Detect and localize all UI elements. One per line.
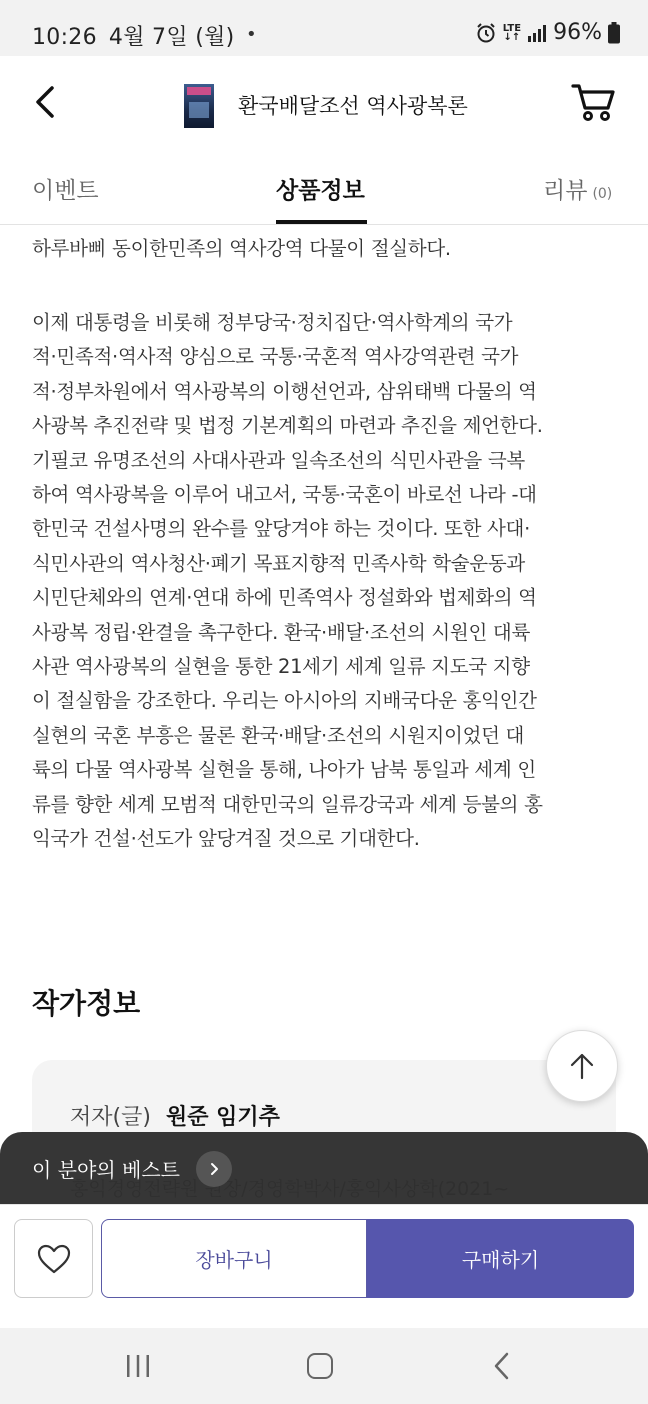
author-section-title: 작가정보 <box>32 987 141 1020</box>
tab-review-label: 리뷰 <box>543 178 588 204</box>
back-button[interactable] <box>24 80 68 124</box>
active-tab-indicator <box>276 220 367 224</box>
tab-review[interactable] <box>543 172 612 205</box>
cart-button[interactable] <box>570 80 618 124</box>
tab-product-info[interactable]: 상품정보 <box>276 178 365 204</box>
tab-event[interactable]: 이벤트 <box>32 178 99 204</box>
chevron-right-icon <box>196 1151 232 1187</box>
status-time-date <box>32 20 235 51</box>
system-nav-bar <box>0 1328 648 1404</box>
header-title: 환국배달조선 역사광복론 <box>238 94 468 118</box>
author-role-label: 저자(글) <box>70 1105 151 1130</box>
description-paragraph: 이제 대통령을 비롯해 정부당국·정치집단·역사학계의 국가 적·민족적·역사적 양심으로 국통·국혼적 역사강역관련 국가 적·정부차원에서 역사광복의 이행선언과, 삼위태백 다물의 역 사광복 추진전략 및 법정 기본계획의 마련과 추진을 제언한다. 기필코 유명조선의 사대사관과 일속조선의 식민사관을 극복 하여 역사광복을 이루어 내고서, 국통·국혼이 바로선 나라 -대 한민국 건설사명의 완수를 앞당겨야 하는 것이다. 또한 사대· 식민사관의 역사청산·폐기 목표지향적 민족사학 학술운동과 시민단체와의 연계·연대 하에 민족역사 정설화와 법제화의 역 사광복 정립·완결을 촉구한다. 환국·배달·조선의 시원인 대륙 사관 역사광복의 실현을 통한 21세기 세계 일류 지도국 지향 이 절실함을 강조한다. 우리는 아시아의 지배국다운 홍익인간 실현의 국혼 부흥은 물론 환국·배달·조선의 시원지이었던 대 륙의 다물 역사광복 실현을 통해, 나아가 남북 통일과 세계 인 류를 향한 세계 모범적 대한민국의 일류강국과 세계 등불의 홍 익국가 건설·선도가 앞당겨질 것으로 기대한다. <box>32 311 543 851</box>
status-icons <box>475 20 620 45</box>
product-tabs <box>0 156 648 225</box>
battery-percent: 96% <box>553 20 602 45</box>
lte-icon: LTE ↓↑ <box>502 22 522 43</box>
buy-now-button[interactable]: 구매하기 <box>367 1219 634 1298</box>
status-date: 4월 7일 (월) <box>108 25 235 50</box>
recent-apps-icon[interactable] <box>124 1354 152 1378</box>
signal-icon <box>527 23 547 43</box>
book-cover-thumbnail <box>184 84 214 128</box>
wishlist-button[interactable] <box>14 1219 93 1298</box>
scroll-to-top-button[interactable] <box>546 1030 618 1102</box>
category-best-label: 이 분야의 베스트 <box>32 1158 180 1182</box>
bottom-action-bar <box>0 1204 648 1328</box>
chevron-left-icon <box>24 80 68 124</box>
heart-icon <box>37 1244 71 1274</box>
status-time: 10:26 <box>32 25 97 50</box>
add-to-cart-button[interactable]: 장바구니 <box>101 1219 367 1298</box>
status-notification-dot: • <box>246 24 257 45</box>
alarm-icon <box>475 22 497 44</box>
arrow-up-icon <box>566 1050 598 1082</box>
app-header <box>0 56 648 156</box>
nav-back-icon[interactable] <box>490 1352 514 1380</box>
cart-icon <box>570 80 618 124</box>
review-count: (0) <box>592 186 613 202</box>
battery-icon <box>608 22 620 44</box>
author-name[interactable]: 원준 임기추 <box>166 1105 280 1130</box>
status-bar <box>0 0 648 56</box>
home-icon[interactable] <box>307 1353 333 1379</box>
description-paragraph: 하루바삐 동이한민족의 역사강역 다물이 절실하다. <box>32 237 451 260</box>
category-best-banner[interactable] <box>0 1132 648 1204</box>
